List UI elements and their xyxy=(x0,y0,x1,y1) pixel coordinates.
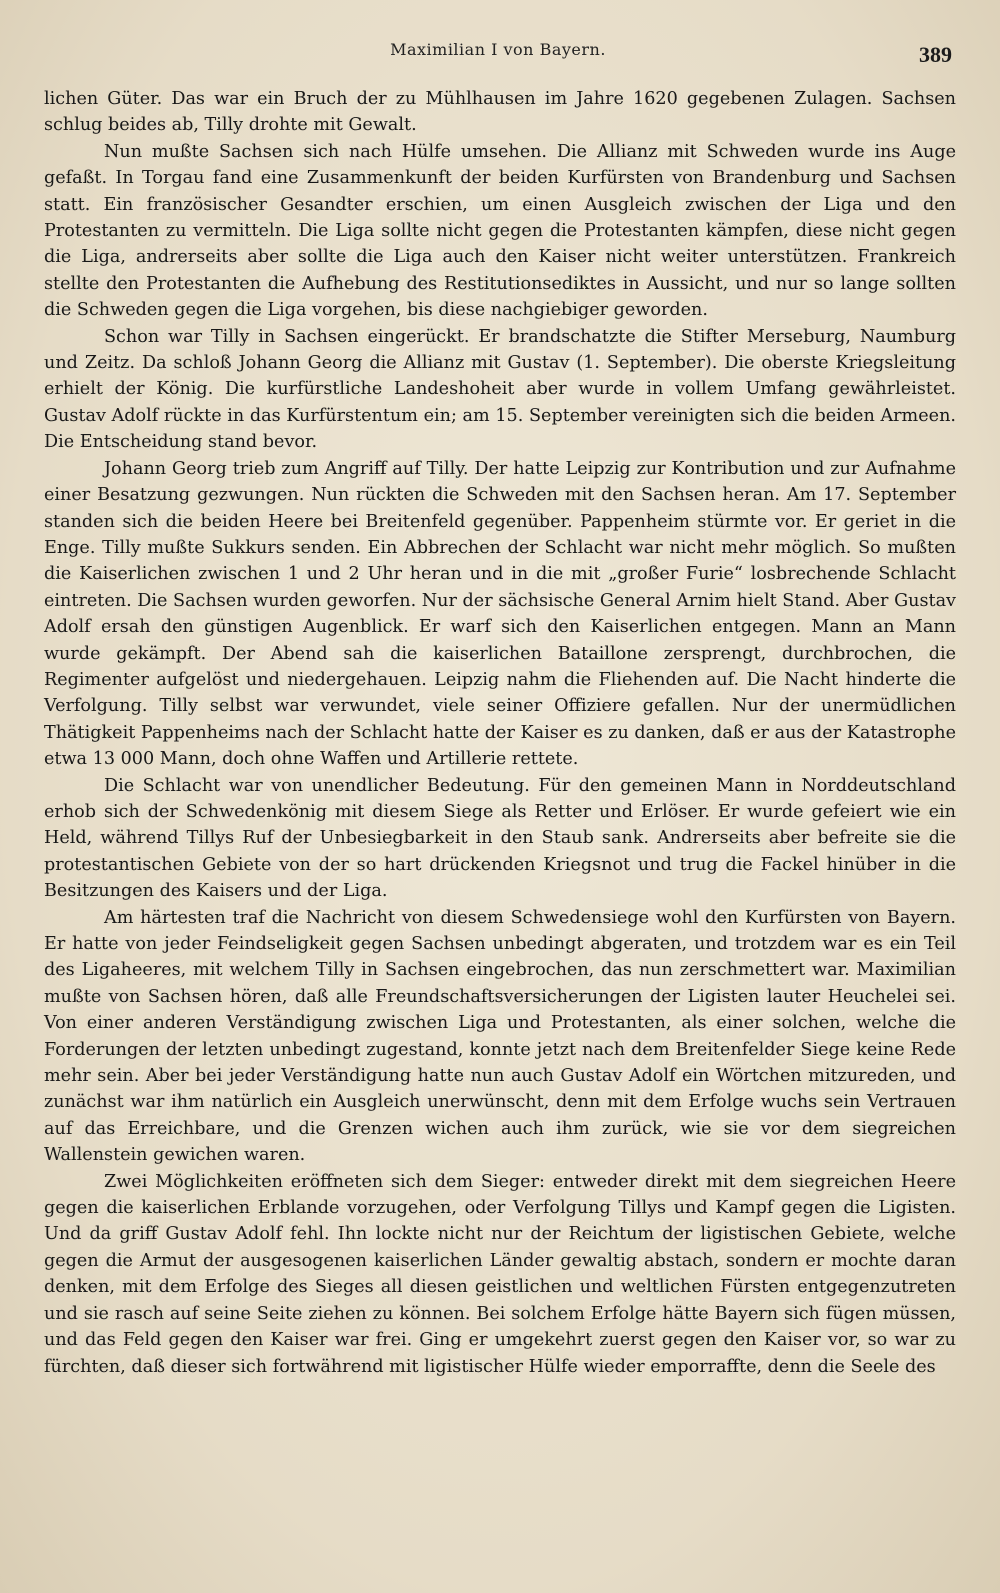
paragraph: Zwei Möglichkeiten eröffneten sich dem Sieger: entweder direkt mit dem siegreichen Heere gegen die kaiserlichen Erblande vorzugehen, oder Verfolgung Tillys und Kampf gegen die Ligisten. Und da griff Gustav Adolf fehl. Ihn lockte nicht nur der Reichtum der ligistischen Gebiete, welche gegen die Armut der ausgesogenen kaiserlichen Länder gewaltig abstach, sondern er mochte daran denken, mit dem Erfolge des Sieges all diesen geistlichen und weltlichen Fürsten entgegenzutreten und sie rasch auf seine Seite ziehen zu können. Bei solchem Erfolge hätte Bayern sich fügen müssen, und das Feld gegen den Kaiser war frei. Ging er umgekehrt zuerst gegen den Kaiser vor, so war zu fürchten, daß dieser sich fortwährend mit ligistischer Hülfe wieder emporraffte, denn die Seele des xyxy=(44,1171,956,1377)
paragraph: Am härtesten traf die Nachricht von diesem Schwedensiege wohl den Kurfürsten von Bayern. Er hatte von jeder Feindseligkeit gegen Sachsen unbedingt abgeraten, und trotzdem war es ein Teil des Ligaheeres, mit welchem Tilly in Sachsen eingebrochen, das nun zerschmettert war. Maximilian mußte von Sachsen hören, daß alle Freundschaftsversicherungen der Ligisten lauter Heuchelei sei. Von einer anderen Verständigung zwischen Liga und Protestanten, als einer solchen, welche die Forderungen der letzten unbedingt zugestand, konnte jetzt nach dem Breitenfelder Siege keine Rede mehr sein. Aber bei jeder Verständigung hatte nun auch Gustav Adolf ein Wörtchen mitzureden, und zunächst war ihm natürlich ein Ausgleich unerwünscht, denn mit dem Erfolge wuchs sein Vertrauen auf das Erreichbare, und die Grenzen wichen auch ihm zurück, wie sie vor dem siegreichen Wallenstein gewichen waren. xyxy=(44,907,956,1166)
paragraph: Nun mußte Sachsen sich nach Hülfe umsehen. Die Allianz mit Schweden wurde ins Auge gefaßt. In Torgau fand eine Zusammenkunft der beiden Kurfürsten von Brandenburg und Sachsen statt. Ein französischer Gesandter erschien, um einen Ausgleich zwischen der Liga und den Protestanten zu vermitteln. Die Liga sollte nicht gegen die Protestanten kämpfen, diese nicht gegen die Liga, andrerseits aber sollte die Liga auch den Kaiser nicht weiter unterstützen. Frankreich stellte den Protestanten die Aufhebung des Restitutionsediktes in Aussicht, und nur so lange sollten die Schweden gegen die Liga vorgehen, bis diese nachgiebiger geworden. xyxy=(44,141,956,321)
paragraph: Die Schlacht war von unendlicher Bedeutung. Für den gemeinen Mann in Norddeutschland erhob sich der Schwedenkönig mit diesem Siege als Retter und Erlöser. Er wurde gefeiert wie ein Held, während Tillys Ruf der Unbesiegbarkeit in den Staub sank. Andrerseits aber befreite sie die protestantischen Gebiete von der so hart drückenden Kriegsnot und trug die Fackel hinüber in die Besitzungen des Kaisers und der Liga. xyxy=(44,775,956,902)
running-title: Maximilian I von Bayern. xyxy=(390,40,606,59)
page-number: 389 xyxy=(919,42,952,67)
paragraph: Schon war Tilly in Sachsen eingerückt. Er brandschatzte die Stifter Merseburg, Naumburg und Zeitz. Da schloß Johann Georg die Allianz mit Gustav (1. September). Die oberste Kriegsleitung erhielt der König. Die kurfürstliche Landeshoheit aber wurde in vollem Umfang gewährleistet. Gustav Adolf rückte in das Kurfürstentum ein; am 15. September vereinigten sich die beiden Armeen. Die Entscheidung stand bevor. xyxy=(44,326,956,453)
paragraph: Johann Georg trieb zum Angriff auf Tilly. Der hatte Leipzig zur Kontribution und zur Aufnahme einer Besatzung gezwungen. Nun rückten die Schweden mit den Sachsen heran. Am 17. September standen sich die beiden Heere bei Breitenfeld gegenüber. Pappenheim stürmte vor. Er geriet in die Enge. Tilly mußte Sukkurs senden. Ein Abbrechen der Schlacht war nicht mehr möglich. So mußten die Kaiserlichen zwischen 1 und 2 Uhr heran und in die mit „großer Furie“ losbrechende Schlacht eintreten. Die Sachsen wurden geworfen. Nur der sächsische General Arnim hielt Stand. Aber Gustav Adolf ersah den günstigen Augenblick. Er warf sich den Kaiserlichen entgegen. Mann an Mann wurde gekämpft. Der Abend sah die kaiserlichen Bataillone zersprengt, durchbrochen, die Regimenter aufgelöst und niedergehauen. Leipzig nahm die Fliehenden auf. Die Nacht hinderte die Verfolgung. Tilly selbst war verwundet, viele seiner Offiziere gefallen. Nur der unermüdlichen Thätigkeit Pappenheims nach der Schlacht hatte der Kaiser es zu danken, daß er aus der Katastrophe etwa 13 000 Mann, doch ohne Waffen und Artillerie rettete. xyxy=(44,458,957,770)
page-header xyxy=(44,36,952,72)
body-text xyxy=(44,86,956,1380)
paragraph: lichen Güter. Das war ein Bruch der zu Mühlhausen im Jahre 1620 gegebenen Zulagen. Sachsen schlug beides ab, Tilly drohte mit Gewalt. xyxy=(44,89,956,136)
